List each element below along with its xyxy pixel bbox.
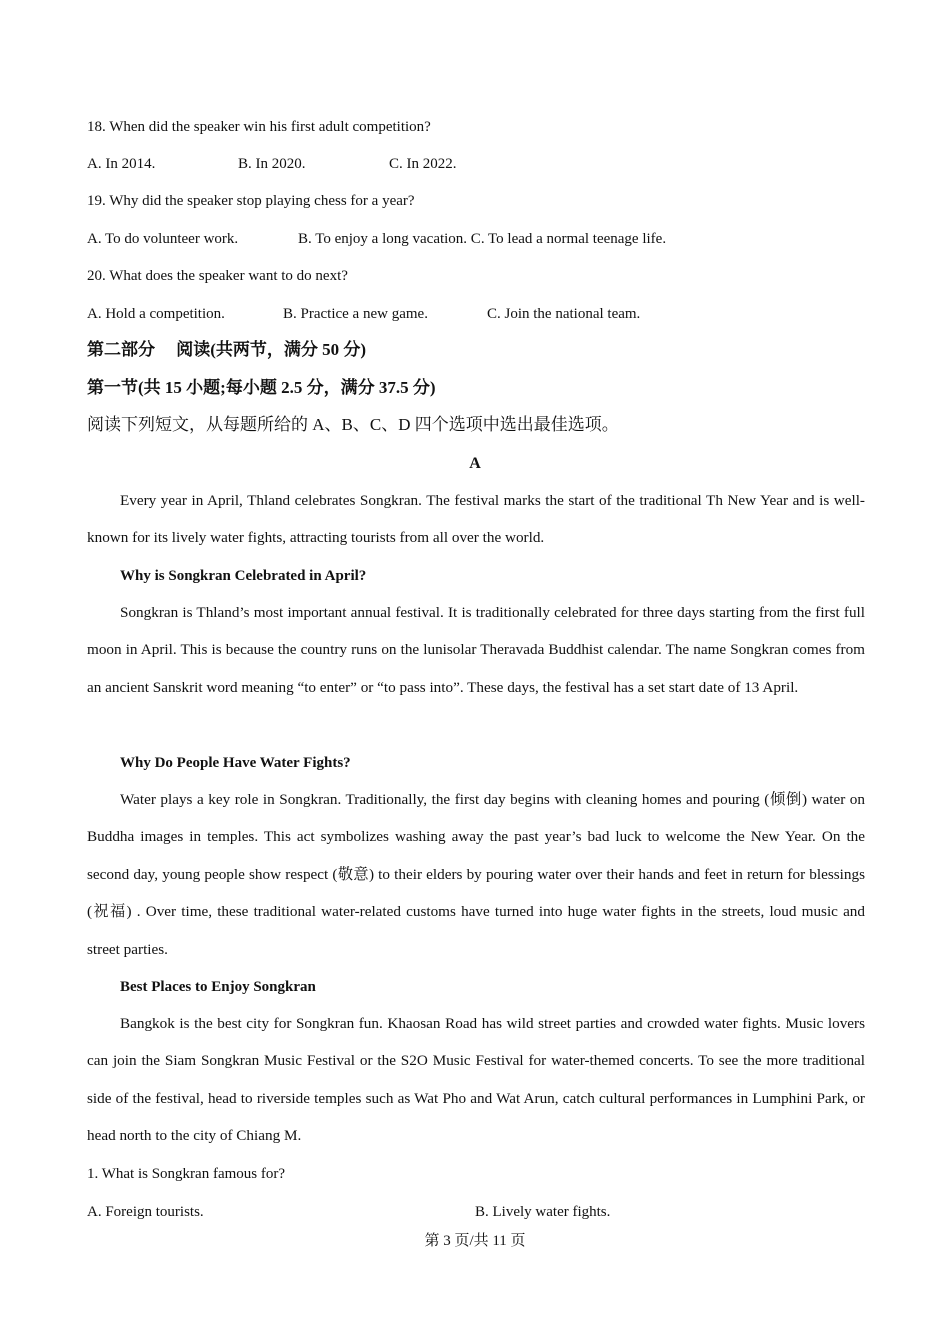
page-footer: 第 3 页/共 11 页 [424, 1233, 526, 1249]
q20-option-c: C. Join the national team. [487, 306, 641, 322]
question-19: 19. Why did the speaker stop playing chess for a year? [87, 193, 415, 209]
question-20: 20. What does the speaker want to do next? [87, 268, 348, 284]
q18-option-c: C. In 2022. [389, 156, 457, 172]
heading-best-places: Best Places to Enjoy Songkran [120, 979, 316, 995]
paragraph-water-fights: Water plays a key role in Songkran. Traditionally, the first day begins with cleaning homes and pouring (倾倒) water on Buddha images in temples. This act symbolizes washing away the past year’s bad luck to welcome the New Year. On the second day, young people show respect (敬意) to their elders by pouring water over their hands and feet in return for blessings (祝福) . Over time, these traditional water-related customs have turned into huge water fights in the streets, loud music and street parties. [87, 791, 865, 958]
q19-option-bc: B. To enjoy a long vacation. C. To lead a normal teenage life. [298, 231, 667, 247]
passage-intro: Every year in April, Thland celebrates Songkran. The festival marks the start of the traditional Th New Year and is well-known for its lively water fights, attracting tourists from all over the world. [87, 492, 865, 547]
part-title: 第二部分 阅读(共两节，满分 50 分) [87, 340, 367, 359]
question-1: 1. What is Songkran famous for? [87, 1166, 286, 1182]
question-18: 18. When did the speaker win his first adult competition? [87, 119, 431, 135]
heading-why-april: Why is Songkran Celebrated in April? [120, 568, 367, 584]
q1-option-b: B. Lively water fights. [475, 1204, 611, 1220]
q18-option-a: A. In 2014. [87, 156, 156, 172]
passage-label: A [469, 455, 481, 472]
paragraph-why-april: Songkran is Thland’s most important annual festival. It is traditionally celebrated for three days starting from the first full moon in April. This is because the country runs on the lunisolar Theravada Buddhist calendar. The name Songkran comes from an ancient Sanskrit word meaning “to enter” or “to pass into”. These days, the festival has a set start date of 13 April. [87, 604, 865, 696]
q1-option-a: A. Foreign tourists. [87, 1204, 204, 1220]
q18-option-b: B. In 2020. [238, 156, 306, 172]
instruction: 阅读下列短文，从每题所给的 A、B、C、D 四个选项中选出最佳选项。 [87, 415, 619, 434]
heading-water-fights: Why Do People Have Water Fights? [120, 755, 351, 771]
q20-option-a: A. Hold a competition. [87, 306, 225, 322]
q19-option-a: A. To do volunteer work. [87, 231, 239, 247]
q20-option-b: B. Practice a new game. [283, 306, 428, 322]
section-title: 第一节(共 15 小题;每小题 2.5 分，满分 37.5 分) [87, 378, 436, 397]
paragraph-best-places: Bangkok is the best city for Songkran fun. Khaosan Road has wild street parties and crowded water fights. Music lovers can join the Siam Songkran Music Festival or the S2O Music Festival for water-themed concerts. To see the more traditional side of the festival, head to riverside temples such as Wat Pho and Wat Arun, catch cultural performances in Lumphini Park, or head north to the city of Chiang M. [87, 1015, 865, 1145]
